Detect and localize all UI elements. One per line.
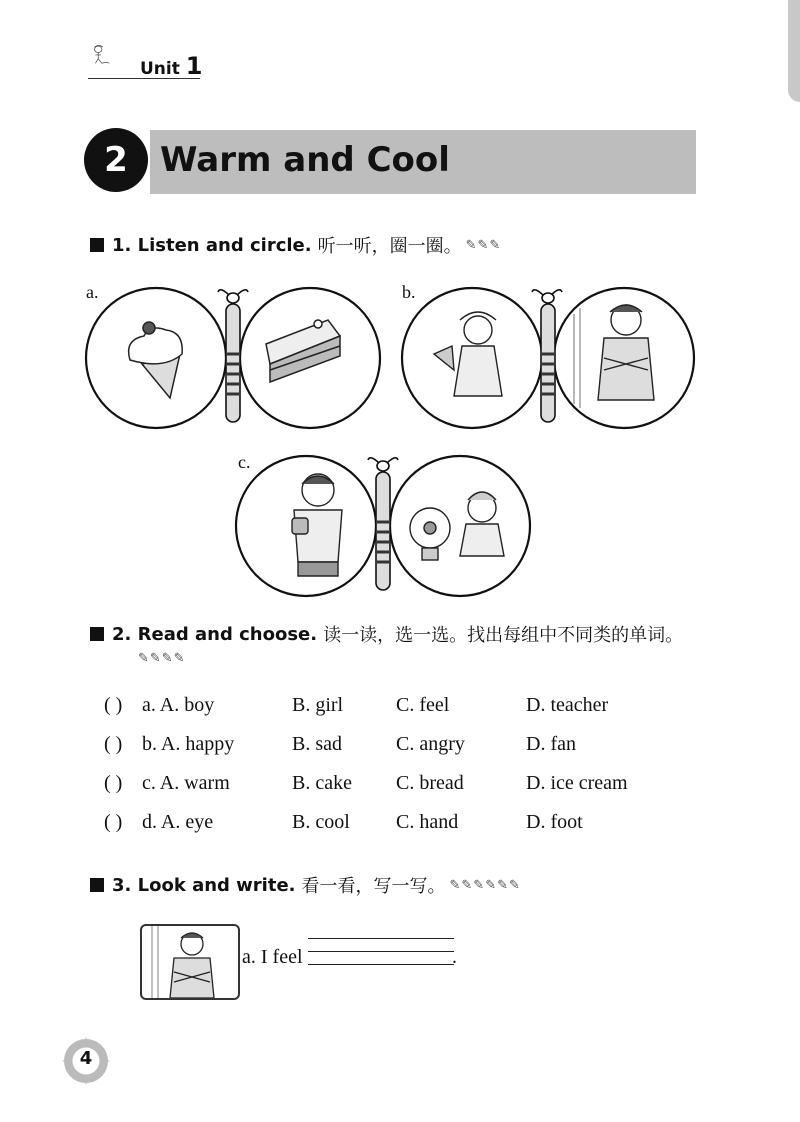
section1-instruction: 听一听，圈一圈。 bbox=[317, 236, 462, 257]
option-c: C. bread bbox=[396, 772, 464, 794]
section1-heading bbox=[90, 232, 501, 258]
unit-label: Unit 1 bbox=[140, 52, 203, 80]
square-bullet-icon bbox=[90, 238, 104, 252]
answer-blank[interactable]: ( ) bbox=[104, 811, 123, 833]
unit-mascot-icon bbox=[88, 30, 140, 78]
section2-label: 2. Read and choose. bbox=[112, 623, 318, 645]
header-rule bbox=[88, 78, 200, 79]
option-c: C. feel bbox=[396, 694, 450, 716]
option-c: C. angry bbox=[396, 733, 465, 755]
section1-label: 1. Listen and circle. bbox=[112, 234, 312, 256]
butterfly-a[interactable] bbox=[84, 284, 382, 430]
question-row-c bbox=[104, 772, 664, 798]
section2-instruction: 读一读，选一选。找出每组中不同类的单词。 bbox=[323, 625, 684, 646]
answer-blank[interactable]: ( ) bbox=[104, 733, 123, 755]
cold-boy-icon bbox=[142, 926, 238, 998]
answer-blank[interactable]: ( ) bbox=[104, 694, 123, 716]
item-letter-b: b. bbox=[402, 282, 416, 302]
item-letter-c: c. bbox=[238, 452, 251, 472]
section3-instruction: 看一看，写一写。 bbox=[301, 876, 446, 897]
option-b: B. cool bbox=[292, 811, 350, 833]
item-letter-a: a. bbox=[86, 282, 99, 302]
butterfly-c[interactable] bbox=[234, 452, 532, 598]
option-d: D. foot bbox=[526, 811, 583, 833]
section3-heading bbox=[90, 872, 521, 898]
difficulty-stars-icon: ✎✎✎✎ bbox=[138, 651, 186, 666]
cold-boy-picture bbox=[140, 924, 240, 1000]
option-d: D. teacher bbox=[526, 694, 609, 716]
option-b: B. sad bbox=[292, 733, 342, 755]
write-answer-lines[interactable] bbox=[308, 938, 454, 978]
question-row-d bbox=[104, 811, 664, 837]
unit-number: 1 bbox=[185, 52, 203, 80]
difficulty-stars-icon: ✎✎✎✎✎✎ bbox=[449, 877, 521, 893]
question-row-a bbox=[104, 694, 664, 720]
answer-blank[interactable]: ( ) bbox=[104, 772, 123, 794]
lesson-number: 2 bbox=[84, 128, 148, 192]
difficulty-stars-icon: ✎✎✎ bbox=[465, 237, 502, 253]
section3-label: 3. Look and write. bbox=[112, 874, 296, 896]
option-b: B. girl bbox=[292, 694, 344, 716]
write-sentence: a. I feel bbox=[242, 946, 303, 968]
question-row-b bbox=[104, 733, 664, 759]
option-a: d. A. eye bbox=[142, 811, 214, 833]
page-edge-tab bbox=[788, 0, 800, 102]
square-bullet-icon bbox=[90, 878, 104, 892]
lesson-title: Warm and Cool bbox=[160, 140, 450, 180]
option-a: c. A. warm bbox=[142, 772, 230, 794]
square-bullet-icon bbox=[90, 627, 104, 641]
option-a: b. A. happy bbox=[142, 733, 235, 755]
option-a: a. A. boy bbox=[142, 694, 215, 716]
page-number: 4 bbox=[79, 1048, 93, 1069]
option-b: B. cake bbox=[292, 772, 352, 794]
option-d: D. ice cream bbox=[526, 772, 628, 794]
sentence-period: . bbox=[452, 946, 457, 968]
option-d: D. fan bbox=[526, 733, 576, 755]
option-c: C. hand bbox=[396, 811, 459, 833]
butterfly-b[interactable] bbox=[398, 284, 696, 430]
section2-heading bbox=[90, 621, 683, 647]
